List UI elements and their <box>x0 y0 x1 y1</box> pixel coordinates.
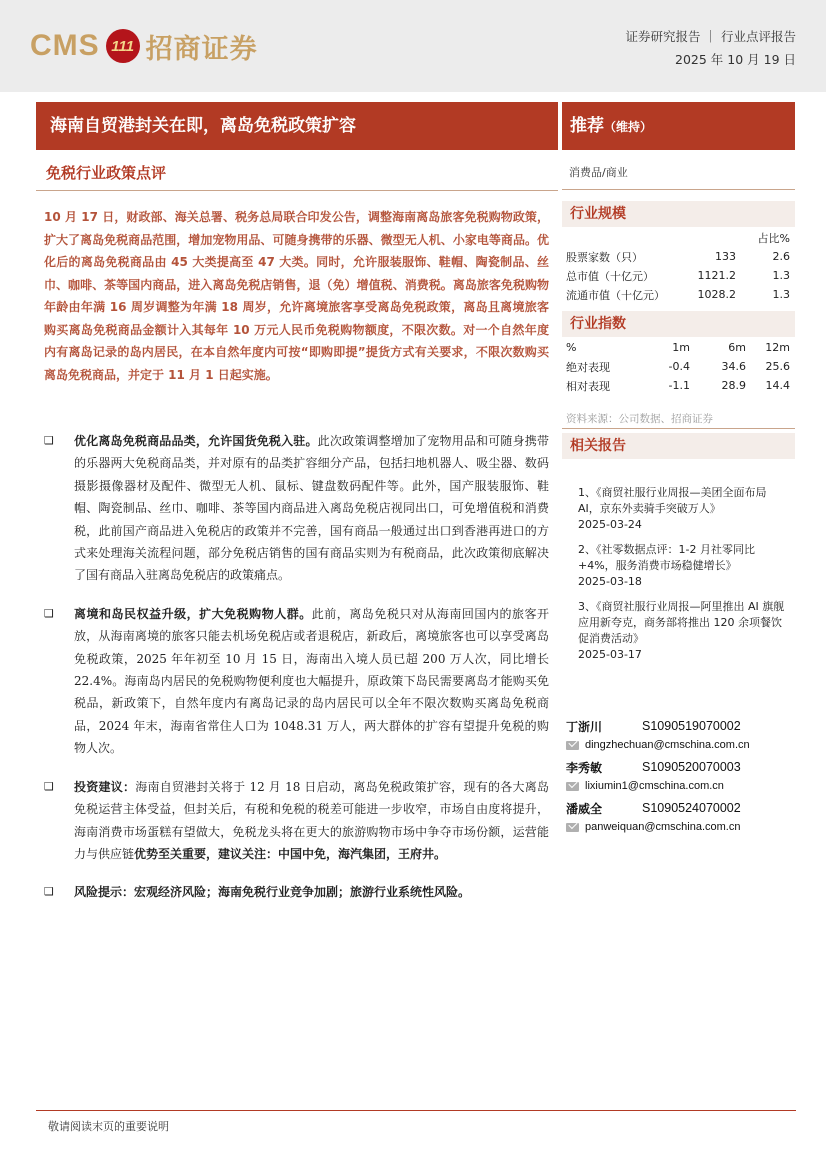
table-cell: 28.9 <box>721 379 746 392</box>
bullet-text: 此次政策调整增加了宠物用品和可随身携带的乐器两大免税商品类，并对原有的品类扩容细分产品，包括扫地机器人、吸尘器、数码摄影摄像器材及配件、微型无人机、鼠标、键盘数码配件等。此外，国产服装服饰、鞋帽、陶瓷制品、丝巾、咖啡、茶等国内商品进入离岛免税店视同出口，可免增值税和消费税，此前国产商品进入免税店的政策并不完善，国有商品一般通过出口到香港再进口的方式来处理海关流程问题，部分免税店销售的国有商品实则为有税商品，此次政策彻底解决了国有商品入驻离岛免税店的政策痛点。 <box>74 434 549 583</box>
table-cell: 1121.2 <box>697 269 736 282</box>
report-title: 海南自贸港封关在即，离岛免税政策扩容 <box>36 102 558 150</box>
section-header-index: 行业指数 <box>562 311 795 337</box>
analyst-email-link[interactable]: dingzhechuan@cmschina.com.cn <box>585 739 750 751</box>
table-cell: -0.4 <box>668 360 690 373</box>
report-title-link[interactable]: 2、《社零数据点评：1-2 月社零同比 +4%，服务消费市场稳健增长》 <box>578 543 755 572</box>
table-cell: 相对表现 <box>566 379 610 393</box>
analyst-name: 潘威全 <box>566 801 603 816</box>
bullet-risk-warning <box>44 881 549 903</box>
table-col-header: 1m <box>672 341 690 354</box>
bullet-mark-icon: ❑ <box>44 606 54 620</box>
table-cell: 流通市值（十亿元） <box>566 288 665 302</box>
analyst-list <box>566 716 792 839</box>
footer-note: 敬请阅读末页的重要说明 <box>48 1120 169 1133</box>
table-row <box>566 338 790 357</box>
bullet-text: 此前，离岛免税只对从海南回国内的旅客开放，从海南离境的旅客只能去机场免税店或者退税店，新政后，离境旅客也可以享受离岛免税政策，2025 年年初至 10 月 15 日，海南出入境人员已超 200 万人次，同比增长 22.4%。海南岛内居民的免税购物便利度也大幅提升，原政策下岛民需要离岛才能购买免税品，新政策下，自然年度内有离岛记录的岛内居民可以全年不限次数购买离岛免税商品，2024 年末，海南省常住人口为 1048.31 万人，两大群体的扩容有望提升免税的购物人次。 <box>74 606 549 756</box>
mail-icon <box>566 741 579 750</box>
table-col-header: 占比% <box>757 231 790 245</box>
table-cell: 1.3 <box>772 288 790 301</box>
report-date: 2025-03-17 <box>578 648 642 661</box>
report-title-link[interactable]: 3、《商贸社服行业周报—阿里推出 AI 旗舰应用新夸克，商务部将推出 120 余项餐饮促消费活动》 <box>578 600 785 645</box>
bullet-lead: 投资建议： <box>74 779 136 794</box>
data-source: 资料来源：公司数据、招商证券 <box>566 413 713 425</box>
table-col-header: 12m <box>765 341 790 354</box>
table-cell: 2.6 <box>772 250 790 263</box>
table-cell: 1.3 <box>772 269 790 282</box>
analyst-name: 李秀敏 <box>566 760 603 775</box>
table-col-header: 6m <box>728 341 746 354</box>
logo-cn-text: 招商证券 <box>145 33 258 65</box>
index-table <box>566 338 790 395</box>
table-row <box>566 357 790 376</box>
bullet-mark-icon: ❑ <box>44 434 54 447</box>
footer-divider <box>36 1110 796 1111</box>
mail-icon <box>566 823 579 832</box>
mail-icon <box>566 782 579 791</box>
section-header-related: 相关报告 <box>562 433 795 459</box>
bullet-mark-icon: ❑ <box>44 779 54 793</box>
report-subtitle: 免税行业政策点评 <box>46 164 167 182</box>
bullet-investment-advice <box>44 776 549 866</box>
analyst-id: S1090519070002 <box>642 719 741 733</box>
bullet-list <box>44 430 549 920</box>
bullet-lead: 优化离岛免税商品品类，允许国货免税入驻。 <box>74 434 318 448</box>
table-cell: 总市值（十亿元） <box>566 269 654 283</box>
table-cell: 14.4 <box>765 379 790 392</box>
list-item[interactable] <box>578 485 786 533</box>
list-item[interactable] <box>578 599 786 663</box>
table-row <box>566 285 790 304</box>
report-type: 证券研究报告 ｜ 行业点评报告 <box>625 29 796 44</box>
related-reports <box>578 485 786 672</box>
analyst-card <box>566 757 792 795</box>
table-row <box>566 247 790 266</box>
analyst-email-link[interactable]: lixiumin1@cmschina.com.cn <box>585 780 724 792</box>
table-row <box>566 376 790 395</box>
report-date: 2025 年 10 月 19 日 <box>675 52 796 67</box>
report-title-link[interactable]: 1、《商贸社服行业周报—美团全面布局 AI，京东外卖骑手突破万人》 <box>578 486 767 515</box>
analyst-email-link[interactable]: panweiquan@cmschina.com.cn <box>585 821 741 833</box>
table-cell: 绝对表现 <box>566 360 610 374</box>
cms-logo <box>30 24 258 68</box>
rating-bar <box>562 102 795 150</box>
industry-label: 消费品/商业 <box>569 166 628 179</box>
analyst-name: 丁浙川 <box>566 719 603 734</box>
bullet-bold-text: 优势至关重要，建议关注：中国中免，海汽集团，王府井。 <box>134 846 447 861</box>
table-cell: 1028.2 <box>697 288 736 301</box>
rating-main: 推荐 <box>570 116 604 136</box>
bullet-text: 海南自贸港封关将于 12 月 18 日启动，离岛免税政策扩容，现有的各大离岛免税运营主体受益，但封关后，有税和免税的税差可能进一步收窄，市场自由度将提升，海南消费市场蛋糕有望做大，免税龙头将在更大的旅游购物市场中争夺市场份额，运营能力与供应链 <box>74 779 549 861</box>
sidebar-divider <box>562 428 795 429</box>
table-col-header: % <box>566 341 577 354</box>
logo-text: CMS <box>30 29 100 62</box>
analyst-id: S1090520070003 <box>642 760 741 774</box>
rating-sub: （维持） <box>604 120 653 134</box>
bullet-product-category <box>44 430 549 587</box>
table-cell: 股票家数（只） <box>566 250 643 264</box>
bullet-mark-icon: ❑ <box>44 885 54 899</box>
subtitle-divider <box>36 190 558 191</box>
table-row <box>566 228 790 247</box>
table-cell: -1.1 <box>668 379 690 392</box>
summary-paragraph: 10 月 17 日，财政部、海关总署、税务总局联合印发公告，调整海南离岛旅客免税购物政策，扩大了离岛免税商品范围，增加宠物用品、可随身携带的乐器、微型无人机、小家电等商品。优化后的离岛免税商品由 45 大类提高至 47 大类。同时，允许服装服饰、鞋帽、陶瓷制品、丝巾、咖啡、茶等国内商品，进入离岛免税店销售，退（免）增值税、消费税。离岛旅客免税购物年龄由年满 16 周岁调整为年满 18 周岁，允许离境旅客享受离岛免税政策，离岛且离境旅客购买离岛免税商品金额计入其每年 10 万元人民币免税购物额度，不限次数。对一个自然年度内有离岛记录的岛内居民，在本自然年度内可按“即购即提”提货方式有关要求，不限次数购买离岛免税商品，并定于 11 月 1 日起实施。 <box>44 210 549 382</box>
table-cell: 25.6 <box>765 360 790 373</box>
sidebar-divider <box>562 189 795 190</box>
bullet-shopper-expansion <box>44 603 549 760</box>
table-cell: 133 <box>715 250 736 263</box>
bullet-lead: 离境和岛民权益升级，扩大免税购物人群。 <box>74 606 312 621</box>
analyst-card <box>566 798 792 836</box>
table-cell: 34.6 <box>721 360 746 373</box>
list-item[interactable] <box>578 542 786 590</box>
analyst-card <box>566 716 792 754</box>
logo-badge-icon: 111 <box>106 29 140 63</box>
table-row <box>566 266 790 285</box>
analyst-id: S1090524070002 <box>642 801 741 815</box>
section-header-scale: 行业规模 <box>562 201 795 227</box>
report-date: 2025-03-24 <box>578 518 642 531</box>
scale-table <box>566 228 790 304</box>
bullet-text: 风险提示：宏观经济风险；海南免税行业竞争加剧；旅游行业系统性风险。 <box>74 885 471 900</box>
report-date: 2025-03-18 <box>578 575 642 588</box>
